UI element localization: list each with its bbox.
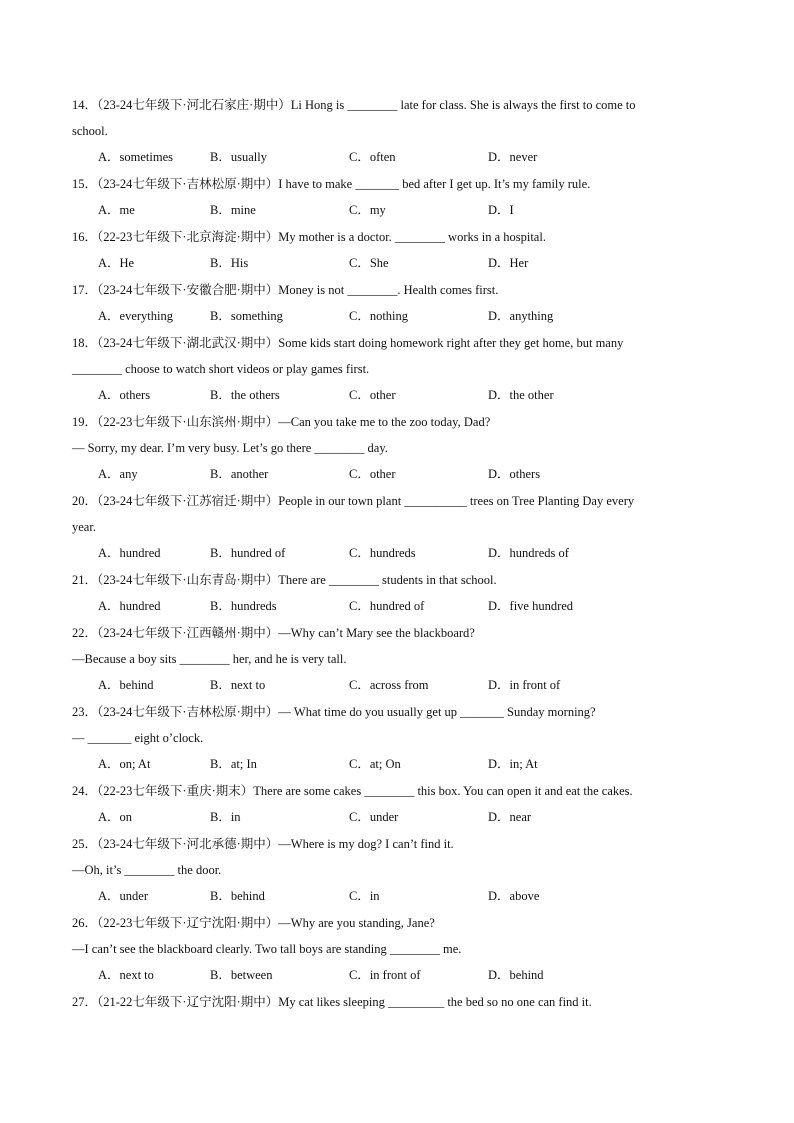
question-text: I have to make _______ bed after I get up. It’s my family rule. [278,177,591,191]
option-b[interactable]: B．another [210,467,269,481]
question-item [72,177,722,217]
question-line [72,916,722,930]
answer-options [72,889,722,903]
option-a[interactable]: A．hundred [98,599,161,613]
option-c[interactable]: C．other [349,467,396,481]
answer-options [72,546,722,560]
option-c[interactable]: C．hundreds [349,546,416,560]
question-source: （22-23七年级下·重庆·期末） [97,784,254,798]
question-item [72,995,722,1009]
question-number: 25． [72,837,98,851]
question-line [72,626,722,640]
question-text: —Why can’t Mary see the blackboard? [278,626,475,640]
question-number: 16． [72,230,98,244]
option-a[interactable]: A．hundred [98,546,161,560]
option-d[interactable]: D．anything [488,309,554,323]
question-source: （23-24七年级下·吉林松原·期中） [97,705,279,719]
option-b[interactable]: B．mine [210,203,256,217]
question-list [72,98,722,1009]
question-line [72,731,722,745]
question-line [72,837,722,851]
question-text: school. [72,124,108,138]
question-text: — _______ eight o’clock. [72,731,204,745]
question-line [72,573,722,587]
question-source: （21-22七年级下·辽宁沈阳·期中） [97,995,279,1009]
option-b[interactable]: B．at; In [210,757,257,771]
option-c[interactable]: C．my [349,203,386,217]
question-number: 17． [72,283,98,297]
question-line [72,705,722,719]
option-b[interactable]: B．the others [210,388,280,402]
option-c[interactable]: C．at; On [349,757,401,771]
question-number: 24． [72,784,98,798]
option-a[interactable]: A．everything [98,309,173,323]
answer-options [72,309,722,323]
question-text: —I can’t see the blackboard clearly. Two tall boys are standing ________ me. [72,942,462,956]
option-d[interactable]: D．behind [488,968,544,982]
option-d[interactable]: D．others [488,467,541,481]
option-d[interactable]: D．hundreds of [488,546,569,560]
option-a[interactable]: A．others [98,388,151,402]
question-source: （23-24七年级下·江西赣州·期中） [97,626,279,640]
question-line [72,863,722,877]
option-c[interactable]: C．across from [349,678,429,692]
answer-options [72,256,722,270]
question-source: （22-23七年级下·辽宁沈阳·期中） [97,916,279,930]
question-number: 23． [72,705,98,719]
question-item [72,626,722,692]
question-number: 15． [72,177,98,191]
option-a[interactable]: A．sometimes [98,150,173,164]
question-source: （23-24七年级下·山东青岛·期中） [97,573,279,587]
question-line [72,98,722,112]
question-text: There are ________ students in that school. [278,573,497,587]
option-c[interactable]: C．other [349,388,396,402]
question-line [72,362,722,376]
answer-options [72,810,722,824]
question-text: —Can you take me to the zoo today, Dad? [278,415,491,429]
question-item [72,837,722,903]
option-a[interactable]: A．next to [98,968,154,982]
answer-options [72,150,722,164]
question-number: 19． [72,415,98,429]
question-line [72,230,722,244]
answer-options [72,678,722,692]
option-b[interactable]: B．in [210,810,241,824]
question-item [72,336,722,402]
question-number: 14． [72,98,98,112]
question-text: My cat likes sleeping _________ the bed so no one can find it. [278,995,592,1009]
option-b[interactable]: B．between [210,968,273,982]
option-a[interactable]: A．me [98,203,135,217]
answer-options [72,467,722,481]
question-line [72,784,722,798]
question-source: （23-24七年级下·河北石家庄·期中） [97,98,291,112]
option-b[interactable]: B．usually [210,150,267,164]
question-item [72,573,722,613]
question-item [72,916,722,982]
option-a[interactable]: A．behind [98,678,154,692]
question-source: （22-23七年级下·北京海淀·期中） [97,230,279,244]
option-a[interactable]: A．under [98,889,148,903]
question-number: 20． [72,494,98,508]
option-a[interactable]: A．He [98,256,135,270]
option-a[interactable]: A．any [98,467,138,481]
question-source: （23-24七年级下·湖北武汉·期中） [97,336,279,350]
question-text: — What time do you usually get up _______ Sunday morning? [278,705,596,719]
question-line [72,441,722,455]
question-line [72,995,722,1009]
question-line [72,336,722,350]
option-d[interactable]: D．Her [488,256,529,270]
option-d[interactable]: D．in; At [488,757,538,771]
option-d[interactable]: D．near [488,810,532,824]
option-c[interactable]: C．nothing [349,309,409,323]
option-c[interactable]: C．hundred of [349,599,425,613]
question-text: ________ choose to watch short videos or play games first. [72,362,370,376]
option-d[interactable]: D．I [488,203,514,217]
option-c[interactable]: C．in [349,889,380,903]
question-source: （23-24七年级下·吉林松原·期中） [97,177,279,191]
answer-options [72,388,722,402]
question-number: 27． [72,995,98,1009]
option-b[interactable]: B．something [210,309,283,323]
option-a[interactable]: A．on; At [98,757,151,771]
question-source: （23-24七年级下·河北承德·期中） [97,837,279,851]
question-item [72,705,722,771]
answer-options [72,968,722,982]
question-text: My mother is a doctor. ________ works in a hospital. [278,230,546,244]
option-d[interactable]: D．the other [488,388,554,402]
option-c[interactable]: C．under [349,810,399,824]
question-text: year. [72,520,96,534]
answer-options [72,757,722,771]
question-number: 22． [72,626,98,640]
question-text: —Where is my dog? I can’t find it. [278,837,454,851]
option-c[interactable]: C．often [349,150,396,164]
question-item [72,415,722,481]
question-line [72,415,722,429]
question-number: 26． [72,916,98,930]
answer-options [72,599,722,613]
question-line [72,494,722,508]
question-item [72,98,722,164]
question-source: （23-24七年级下·安徽合肥·期中） [97,283,279,297]
question-text: —Oh, it’s ________ the door. [72,863,222,877]
question-source: （22-23七年级下·山东滨州·期中） [97,415,279,429]
question-line [72,942,722,956]
option-d[interactable]: D．never [488,150,538,164]
option-d[interactable]: D．above [488,889,540,903]
question-line [72,283,722,297]
option-b[interactable]: B．His [210,256,249,270]
question-text: — Sorry, my dear. I’m very busy. Let’s go there ________ day. [72,441,388,455]
question-item [72,230,722,270]
question-text: People in our town plant __________ trees on Tree Planting Day every [278,494,635,508]
question-line [72,177,722,191]
question-source: （23-24七年级下·江苏宿迁·期中） [97,494,279,508]
question-line [72,652,722,666]
question-text: Some kids start doing homework right after they get home, but many [278,336,624,350]
question-item [72,494,722,560]
question-text: There are some cakes ________ this box. You can open it and eat the cakes. [253,784,633,798]
question-number: 18． [72,336,98,350]
option-b[interactable]: B．hundreds [210,599,277,613]
option-c[interactable]: C．in front of [349,968,421,982]
question-text: Li Hong is ________ late for class. She is always the first to come to [290,98,636,112]
question-line [72,124,722,138]
option-d[interactable]: D．five hundred [488,599,574,613]
question-text: —Because a boy sits ________ her, and he is very tall. [72,652,347,666]
option-a[interactable]: A．on [98,810,133,824]
question-line [72,520,722,534]
question-item [72,784,722,824]
question-text: Money is not ________. Health comes first. [278,283,499,297]
option-b[interactable]: B．behind [210,889,265,903]
answer-options [72,203,722,217]
question-item [72,283,722,323]
question-number: 21． [72,573,98,587]
question-text: —Why are you standing, Jane? [278,916,435,930]
option-b[interactable]: B．next to [210,678,266,692]
option-c[interactable]: C．She [349,256,389,270]
option-b[interactable]: B．hundred of [210,546,286,560]
option-d[interactable]: D．in front of [488,678,561,692]
